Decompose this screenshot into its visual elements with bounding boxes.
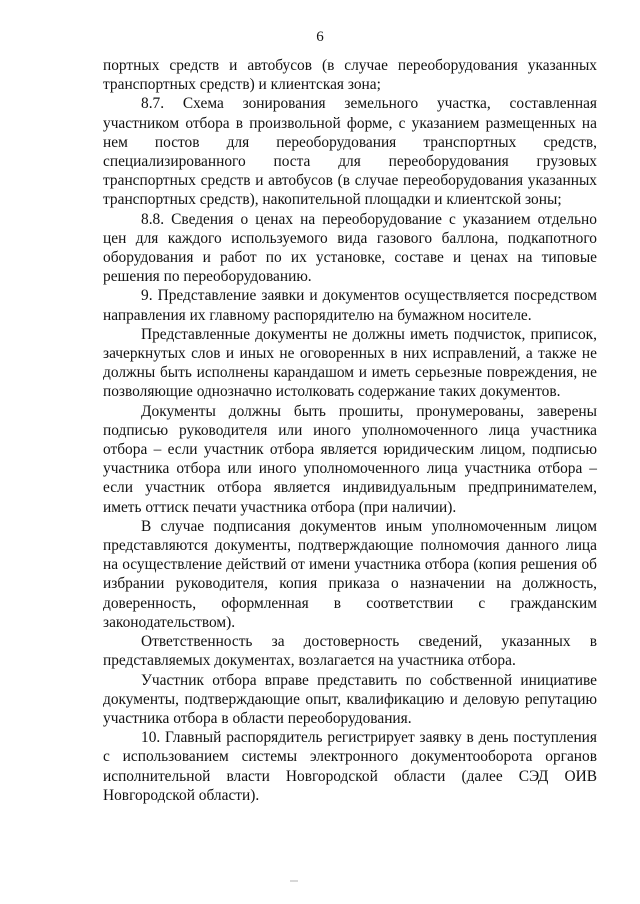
paragraph-authorized-signing: В случае подписания документов иным уполномоченным лицом представляются документы, подтверждающие полномочия данного лица на осуществление действий от имени участника отбора (копия решения об избрании руководителя, копия приказа о назначении на должность, доверенность, оформленная в соответствии с гражданским законодательством). (103, 517, 597, 631)
paragraph-8-8: 8.8. Сведения о ценах на переоборудование с указанием отдельно цен для каждого используемого вида газового баллона, подкапотного оборудования и работ по их установке, составе и ценах на типовые решения по переоборудованию. (103, 210, 597, 286)
paragraph-continuation: портных средств и автобусов (в случае переоборудования указанных транспортных средств) и клиентская зона; (103, 57, 597, 94)
paragraph-document-requirements: Представленные документы не должны иметь подчисток, приписок, зачеркнутых слов и иных не оговоренных в них исправлений, а также не должны быть исполнены карандашом и иметь серьезные повреждения, не позволяющие однозначно истолковать содержание таких документов. (103, 325, 597, 401)
scan-smudge (290, 880, 298, 882)
paragraph-10: 10. Главный распорядитель регистрирует заявку в день поступления с использованием системы электронного документооборота органов исполнительной власти Новгородской области (далее СЭД ОИВ Новгородской области). (103, 729, 597, 804)
paragraph-8-7: 8.7. Схема зонирования земельного участка, составленная участником отбора в произвольной форме, с указанием размещенных на нем постов для переоборудования транспортных средств, специализированного поста для переоборудования грузовых транспортных средств и автобусов (в случае переоборудования указанных транспортных средств), накопительной площадки и клиентской зоны; (103, 95, 597, 209)
page-number: 6 (316, 29, 324, 45)
paragraph-document-binding: Документы должны быть прошиты, пронумерованы, заверены подписью руководителя или иного уполномоченного лица участника отбора – если участник отбора является юридическим лицом, подписью участника отбора или иного уполномоченного лица участника отбора – если участник отбора является индивидуальным предпринимателем, иметь оттиск печати участника отбора (при наличии). (103, 402, 597, 516)
paragraph-responsibility: Ответственность за достоверность сведений, указанных в представляемых документах, возлагается на участника отбора. (103, 633, 597, 670)
paragraph-own-initiative: Участник отбора вправе представить по собственной инициативе документы, подтверждающие опыт, квалификацию и деловую репутацию участника отбора в области переоборудования. (103, 671, 597, 727)
paragraph-9: 9. Представление заявки и документов осуществляется посредством направления их главному распорядителю на бумажном носителе. (103, 287, 597, 324)
document-body (103, 56, 597, 805)
